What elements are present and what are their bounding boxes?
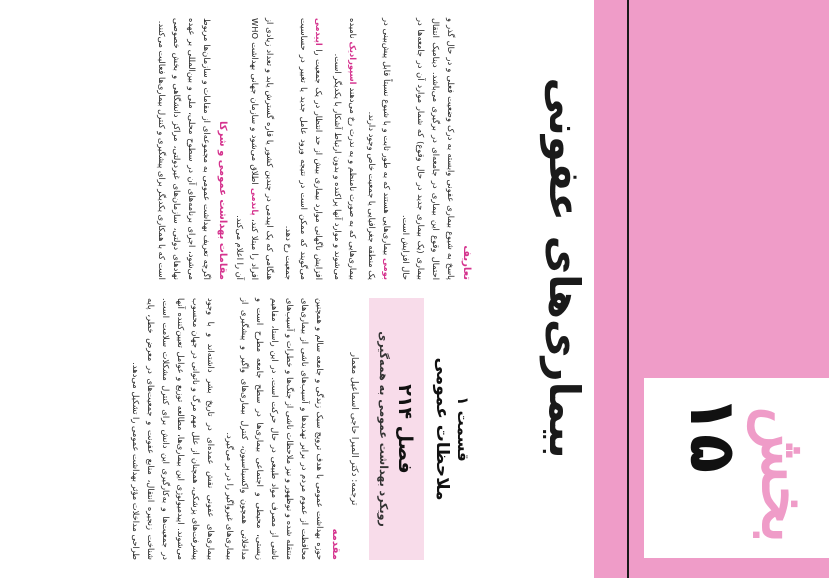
definitions-paragraph-5 bbox=[232, 18, 277, 280]
public-health-paragraph: اگرچه تعریف بهداشت عمومی به مجموعه‌ای از مقامات و سازمان‌ها مربوط می‌شود، اجرای برنامه‌های آن در سطوح محلی، ملی و بین‌المللی بر عهده نهادهای دولتی، سازمان‌های غیردولتی، مراکز دانشگاهی و بخش خصوصی است که با همکاری یکدیگر برای پیشگیری و کنترل بیماری‌ها فعالیت می‌کنند. bbox=[157, 18, 212, 280]
public-health-heading: مقامات بهداشت عمومی و شرکا bbox=[217, 121, 228, 280]
chapter-number: ۱۵ bbox=[675, 394, 749, 473]
sporadic-text: نامیده می‌شوند و موارد آنها پراکنده و بدون ارتباط آشکار با یکدیگر است. bbox=[333, 18, 358, 280]
chapter-word: بخش bbox=[748, 406, 821, 543]
definitions-paragraph-3 bbox=[330, 18, 360, 280]
sporadic-pre: بیماری‌هایی که به صورت نامنظم و به ندرت رخ می‌دهند bbox=[348, 87, 358, 280]
left-column bbox=[12, 18, 474, 280]
chapter-subtitle: رویکرد بهداشت عمومی به همه‌گیری bbox=[377, 331, 390, 527]
chapter-number-box bbox=[644, 378, 829, 558]
intro-heading: مقدمه bbox=[330, 528, 341, 560]
translator-line: ترجمه: دکتر المیرا حاجی اسماعیل معمار bbox=[349, 352, 359, 506]
right-column bbox=[12, 298, 474, 560]
pandemic-term: پاندمی bbox=[250, 187, 260, 216]
chapter-band bbox=[540, 0, 829, 578]
section-title: ملاحظات عمومی bbox=[432, 357, 452, 501]
definitions-paragraph-4 bbox=[281, 18, 326, 280]
epidemic-pre: افزایش ناگهانی موارد بیماری بیش از حد انتظار در یک جمعیت را bbox=[314, 49, 324, 281]
definitions-paragraph-2 bbox=[364, 18, 394, 280]
pandemic-pre: هنگامی که یک اپیدمی در چندین کشور یا قاره گسترش یابد و تعداد زیادی از افراد را مبتلا کند، bbox=[250, 18, 275, 280]
sporadic-term: اسپورادیک bbox=[348, 41, 358, 85]
pandemic-text: اطلاق می‌شود و سازمان جهانی بهداشت WHO آن را اعلام می‌کند. bbox=[235, 18, 260, 280]
endemic-text: بیماری‌هایی هستند که به طور ثابت و با شیوع نسبتاً قابل پیش‌بینی در یک منطقه جغرافیایی یا جمعیت خاص وجود دارند. bbox=[367, 18, 392, 280]
section-number: قسمت ۱ bbox=[454, 396, 472, 462]
band-divider bbox=[627, 0, 629, 578]
intro-paragraph-2: بیماری‌های عفونی نقش عمده‌ای در تاریخ بشر داشته‌اند و با وجود پیشرفت‌های پزشکی، همچنان از علل مهم مرگ و ناتوانی در جهان محسوب می‌شوند. اپیدمیولوژی این بیماری‌ها، مطالعه توزیع و عوامل تعیین‌کننده آنها در جمعیت‌ها و به‌کارگیری این دانش برای کنترل مشکلات سلامت است. شناخت زنجیره انتقال، منابع عفونت و جمعیت‌های در معرض خطر، پایه طراحی مداخلات مؤثر بهداشت عمومی را تشکیل می‌دهد. bbox=[131, 298, 216, 560]
definitions-paragraph-1: پاسخ به شیوع بیماری عفونی وابسته به درک وضعیت فعلی و در حال گذر و احتمال وقوع این بیماری در جامعه‌ای در برگیری می‌باشد. دینامیک انتقال بیماری (یک بیماری جدید در حال وقوع) که شمار موارد آن در جامعه‌ها در حال افزایش است. bbox=[401, 18, 456, 280]
epidemic-text: می‌گویند که ممکن است در نتیجه ورود عامل جدید یا تغییر در حساسیت جمعیت رخ دهد. bbox=[284, 18, 309, 280]
definitions-heading: تعاریف bbox=[461, 245, 472, 280]
epidemic-term: اپیدمی bbox=[314, 18, 324, 46]
chapter-info-box bbox=[369, 298, 424, 560]
endemic-term: بومی bbox=[382, 258, 392, 281]
chapter-label: فصل ۲۱۴ bbox=[394, 384, 416, 474]
intro-paragraph-1: حوزه بهداشت عمومی با هدف ترویج سبک زندگی و جامعه سالم و همچنین محافظت از عموم مردم در برابر تهدیدها و آسیب‌های ناشی از بیماری‌های منتقله شده و نوظهور و نیز ملاحظات ناشی از جنگ‌ها و خطرات و آسیب‌های ناشی از مصرف مواد طبیعی در حال حرکت است. در این راستا، مفاهیم زیستی، محیطی و اجتماعی بیماری‌ها در سطح جامعه مطرح است و مداخلاتی همچون واکسیناسیون، کنترل بیماری‌های واگیر و پیشگیری از بیماری‌های غیرواگیر را در بر می‌گیرد. bbox=[225, 298, 325, 560]
part-title: بیماری‌های عفونی bbox=[540, 77, 589, 459]
